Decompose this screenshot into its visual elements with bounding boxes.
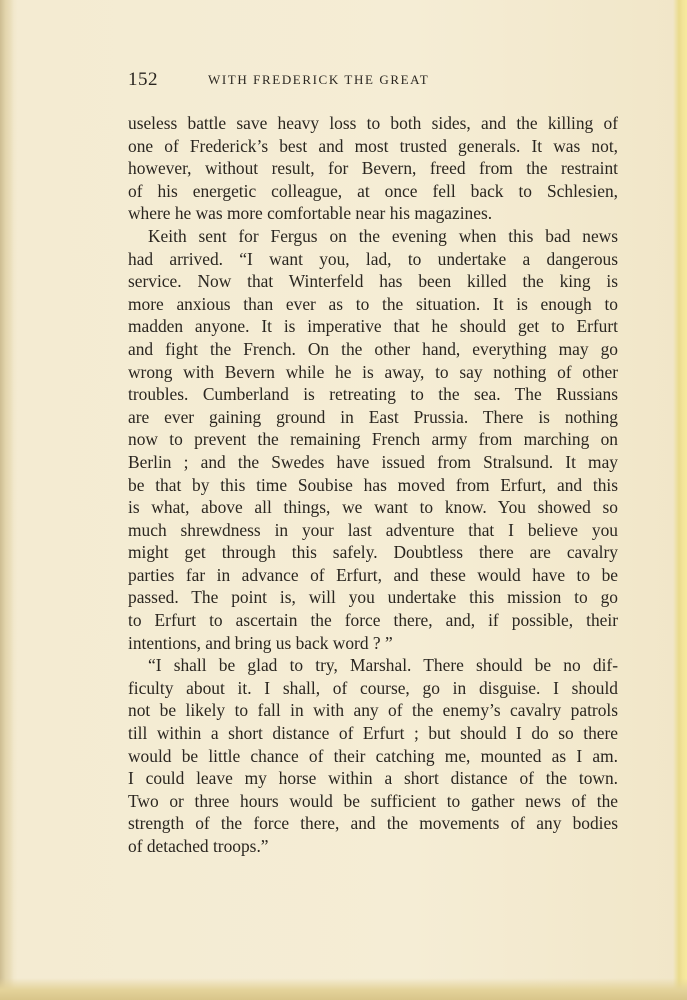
text-line: where he was more comfortable near his magazines.	[128, 203, 493, 224]
text-line: intentions, and bring us back word ? ”	[128, 632, 393, 653]
text-line: more anxious than ever as to the situation. It is enough to	[128, 293, 618, 314]
text-line: Keith sent for Fergus on the evening when this bad news	[148, 225, 618, 246]
text-line: ficulty about it. I shall, of course, go in disguise. I should	[128, 677, 618, 698]
body-text	[128, 112, 618, 858]
text-line: would be little chance of their catching me, mounted as I am.	[128, 745, 618, 766]
text-line: wrong with Bevern while he is away, to say nothing of other	[128, 361, 618, 382]
text-line: now to prevent the remaining French army from marching on	[128, 429, 618, 450]
text-line: useless battle save heavy loss to both sides, and the killing of	[128, 113, 618, 133]
text-line: had arrived. “I want you, lad, to undertake a dangerous	[128, 248, 618, 269]
page-edge-bottom	[0, 978, 687, 1000]
text-line: “I shall be glad to try, Marshal. There should be no dif-	[148, 655, 618, 676]
page-header	[128, 69, 618, 93]
text-line: to Erfurt to ascertain the force there, and, if possible, their	[128, 610, 618, 631]
text-line: troubles. Cumberland is retreating to the sea. The Russians	[128, 384, 618, 405]
text-line: till within a short distance of Erfurt ; but should I do so there	[128, 723, 618, 744]
text-line: much shrewdness in your last adventure that I believe you	[128, 519, 618, 540]
text-line: I could leave my horse within a short distance of the town.	[128, 768, 618, 789]
text-line: and fight the French. On the other hand, everything may go	[128, 338, 618, 359]
text-line: of detached troops.”	[128, 836, 269, 856]
text-line: is what, above all things, we want to know. You showed so	[128, 497, 618, 518]
text-line: one of Frederick’s best and most trusted generals. It was not,	[128, 135, 618, 156]
running-head: WITH FREDERICK THE GREAT	[208, 72, 430, 87]
text-line: Two or three hours would be sufficient to gather news of the	[128, 790, 618, 811]
text-line: however, without result, for Bevern, freed from the restraint	[128, 158, 618, 179]
page-number: 152	[128, 69, 158, 90]
text-line: madden anyone. It is imperative that he should get to Erfurt	[128, 316, 618, 337]
text-line: service. Now that Winterfeld has been killed the king is	[128, 271, 618, 292]
text-line: passed. The point is, will you undertake this mission to go	[128, 587, 618, 608]
page-edge-right	[673, 0, 687, 1000]
text-line: of his energetic colleague, at once fell back to Schlesien,	[128, 180, 618, 201]
page-gutter-shadow	[0, 0, 14, 1000]
text-line: Berlin ; and the Swedes have issued from Stralsund. It may	[128, 451, 618, 472]
text-line: be that by this time Soubise has moved from Erfurt, and this	[128, 474, 618, 495]
text-line: might get through this safely. Doubtless there are cavalry	[128, 542, 618, 563]
text-line: are ever gaining ground in East Prussia. There is nothing	[128, 406, 618, 427]
text-line: not be likely to fall in with any of the enemy’s cavalry patrols	[128, 700, 618, 721]
text-line: parties far in advance of Erfurt, and these would have to be	[128, 564, 618, 585]
text-line: strength of the force there, and the movements of any bodies	[128, 813, 618, 834]
